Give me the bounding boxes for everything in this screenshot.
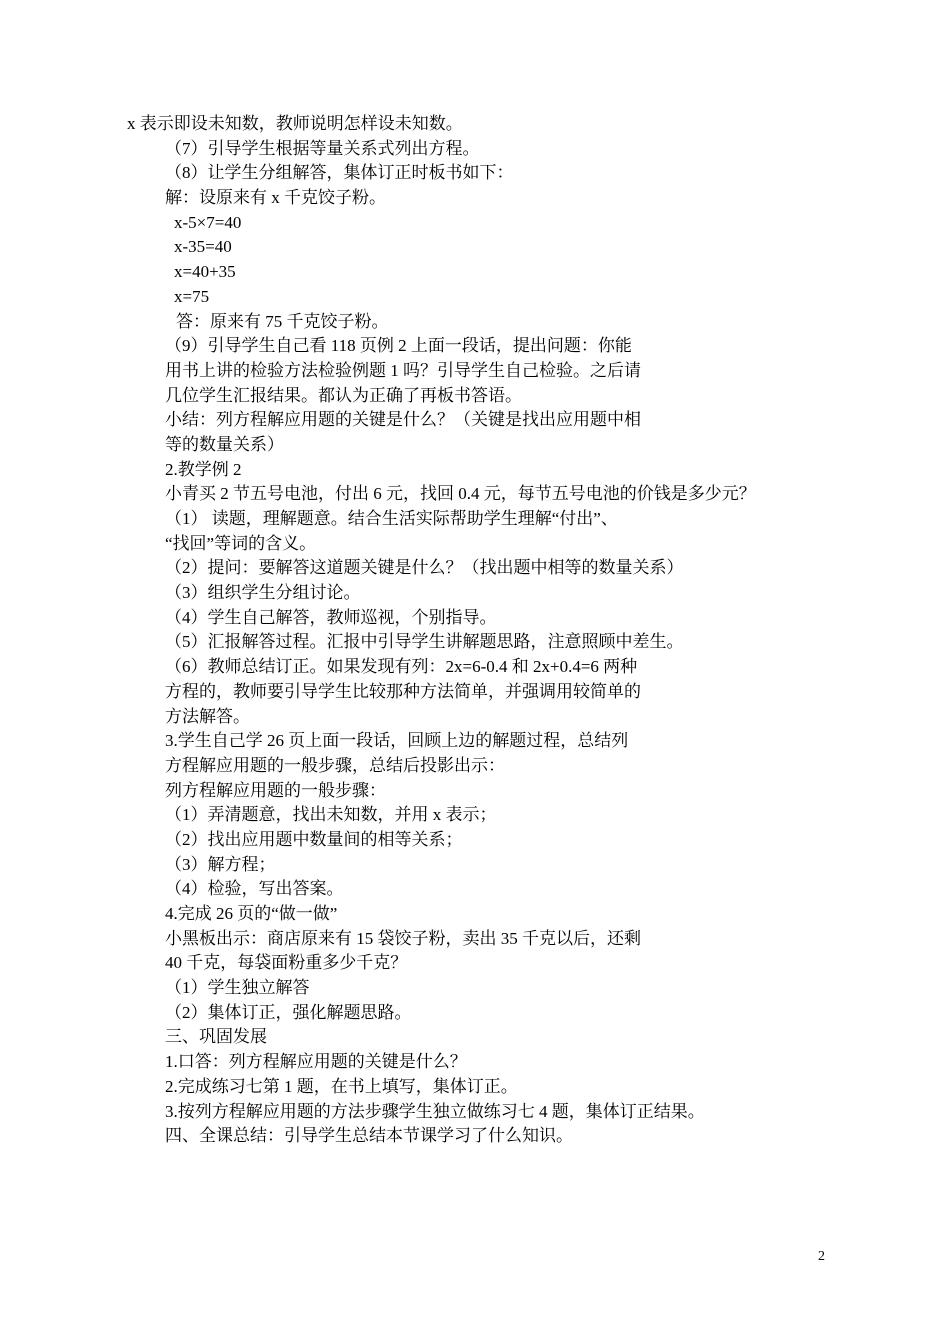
text-line: 解：设原来有 x 千克饺子粉。 (165, 188, 386, 208)
list-item: （1）弄清题意，找出未知数，并用 x 表示； (165, 805, 497, 825)
text-line: （4）学生自己解答，教师巡视，个别指导。 (165, 607, 497, 627)
text-line: “找回”等词的含义。 (165, 533, 317, 553)
section-heading: 三、巩固发展 (165, 1027, 267, 1047)
text-line: （2）提问：要解答这道题关键是什么？（找出题中相等的数量关系） (165, 558, 684, 578)
section-heading: 4.完成 26 页的“做一做” (165, 904, 338, 923)
text-line: 1.口答：列方程解应用题的关键是什么？ (165, 1052, 467, 1072)
text-line: 列方程解应用题的一般步骤： (165, 780, 386, 800)
text-line: 3.按列方程解应用题的方法步骤学生独立做练习七 4 题，集体订正结果。 (165, 1101, 705, 1121)
equation-line: x=40+35 (174, 262, 236, 282)
equation-line: x-35=40 (174, 237, 232, 257)
document-body (0, 112, 950, 1149)
list-item: （2）集体订正，强化解题思路。 (165, 1002, 412, 1022)
text-line: 小结：列方程解应用题的关键是什么？（关键是找出应用题中相 (165, 410, 641, 430)
list-item: （2）找出应用题中数量间的相等关系； (165, 829, 463, 849)
equation-line: x-5×7=40 (174, 212, 242, 232)
answer-line: 答：原来有 75 千克饺子粉。 (176, 311, 389, 331)
text-line: 几位学生汇报结果。都认为正确了再板书答语。 (165, 385, 522, 405)
text-line: （7）引导学生根据等量关系式列出方程。 (165, 138, 480, 158)
text-line: 2.完成练习七第 1 题，在书上填写，集体订正。 (165, 1076, 518, 1096)
section-heading: 2.教学例 2 (165, 459, 242, 479)
text-line: （8）让学生分组解答，集体订正时板书如下： (165, 163, 514, 183)
text-line: （6）教师总结订正。如果发现有列：2x=6-0.4 和 2x+0.4=6 两种 (165, 657, 638, 677)
text-line: 方程解应用题的一般步骤，总结后投影出示： (165, 755, 505, 775)
list-item: （1）学生独立解答 (165, 978, 310, 998)
equation-line: x=75 (174, 286, 210, 306)
text-line: 方法解答。 (165, 706, 250, 726)
text-line: 用书上讲的检验方法检验例题 1 吗？引导学生自己检验。之后请 (165, 360, 641, 380)
text-line: 小黑板出示：商店原来有 15 袋饺子粉，卖出 35 千克以后，还剩 (165, 928, 641, 948)
text-line: 等的数量关系） (165, 434, 284, 454)
text-line: 方程的，教师要引导学生比较那种方法简单，并强调用较简单的 (165, 681, 641, 701)
text-line: 小青买 2 节五号电池，付出 6 元，找回 0.4 元，每节五号电池的价钱是多少元？ (165, 484, 756, 504)
text-line: x 表示即设未知数，教师说明怎样设未知数。 (127, 114, 463, 133)
text-line: （1） 读题，理解题意。结合生活实际帮助学生理解“付出”、 (165, 509, 618, 528)
section-heading: 四、全课总结：引导学生总结本节课学习了什么知识。 (165, 1126, 573, 1146)
text-line: （5）汇报解答过程。汇报中引导学生讲解题思路，注意照顾中差生。 (165, 632, 684, 652)
text-line: 40 千克，每袋面粉重多少千克？ (165, 953, 408, 973)
text-line: （9）引导学生自己看 118 页例 2 上面一段话，提出问题：你能 (165, 336, 632, 356)
list-item: （3）解方程； (165, 854, 276, 874)
text-line: （3）组织学生分组讨论。 (165, 583, 361, 603)
section-heading: 3.学生自己学 26 页上面一段话，回顾上边的解题过程，总结列 (165, 731, 629, 751)
page-number: 2 (818, 1249, 825, 1264)
list-item: （4）检验，写出答案。 (165, 879, 344, 899)
